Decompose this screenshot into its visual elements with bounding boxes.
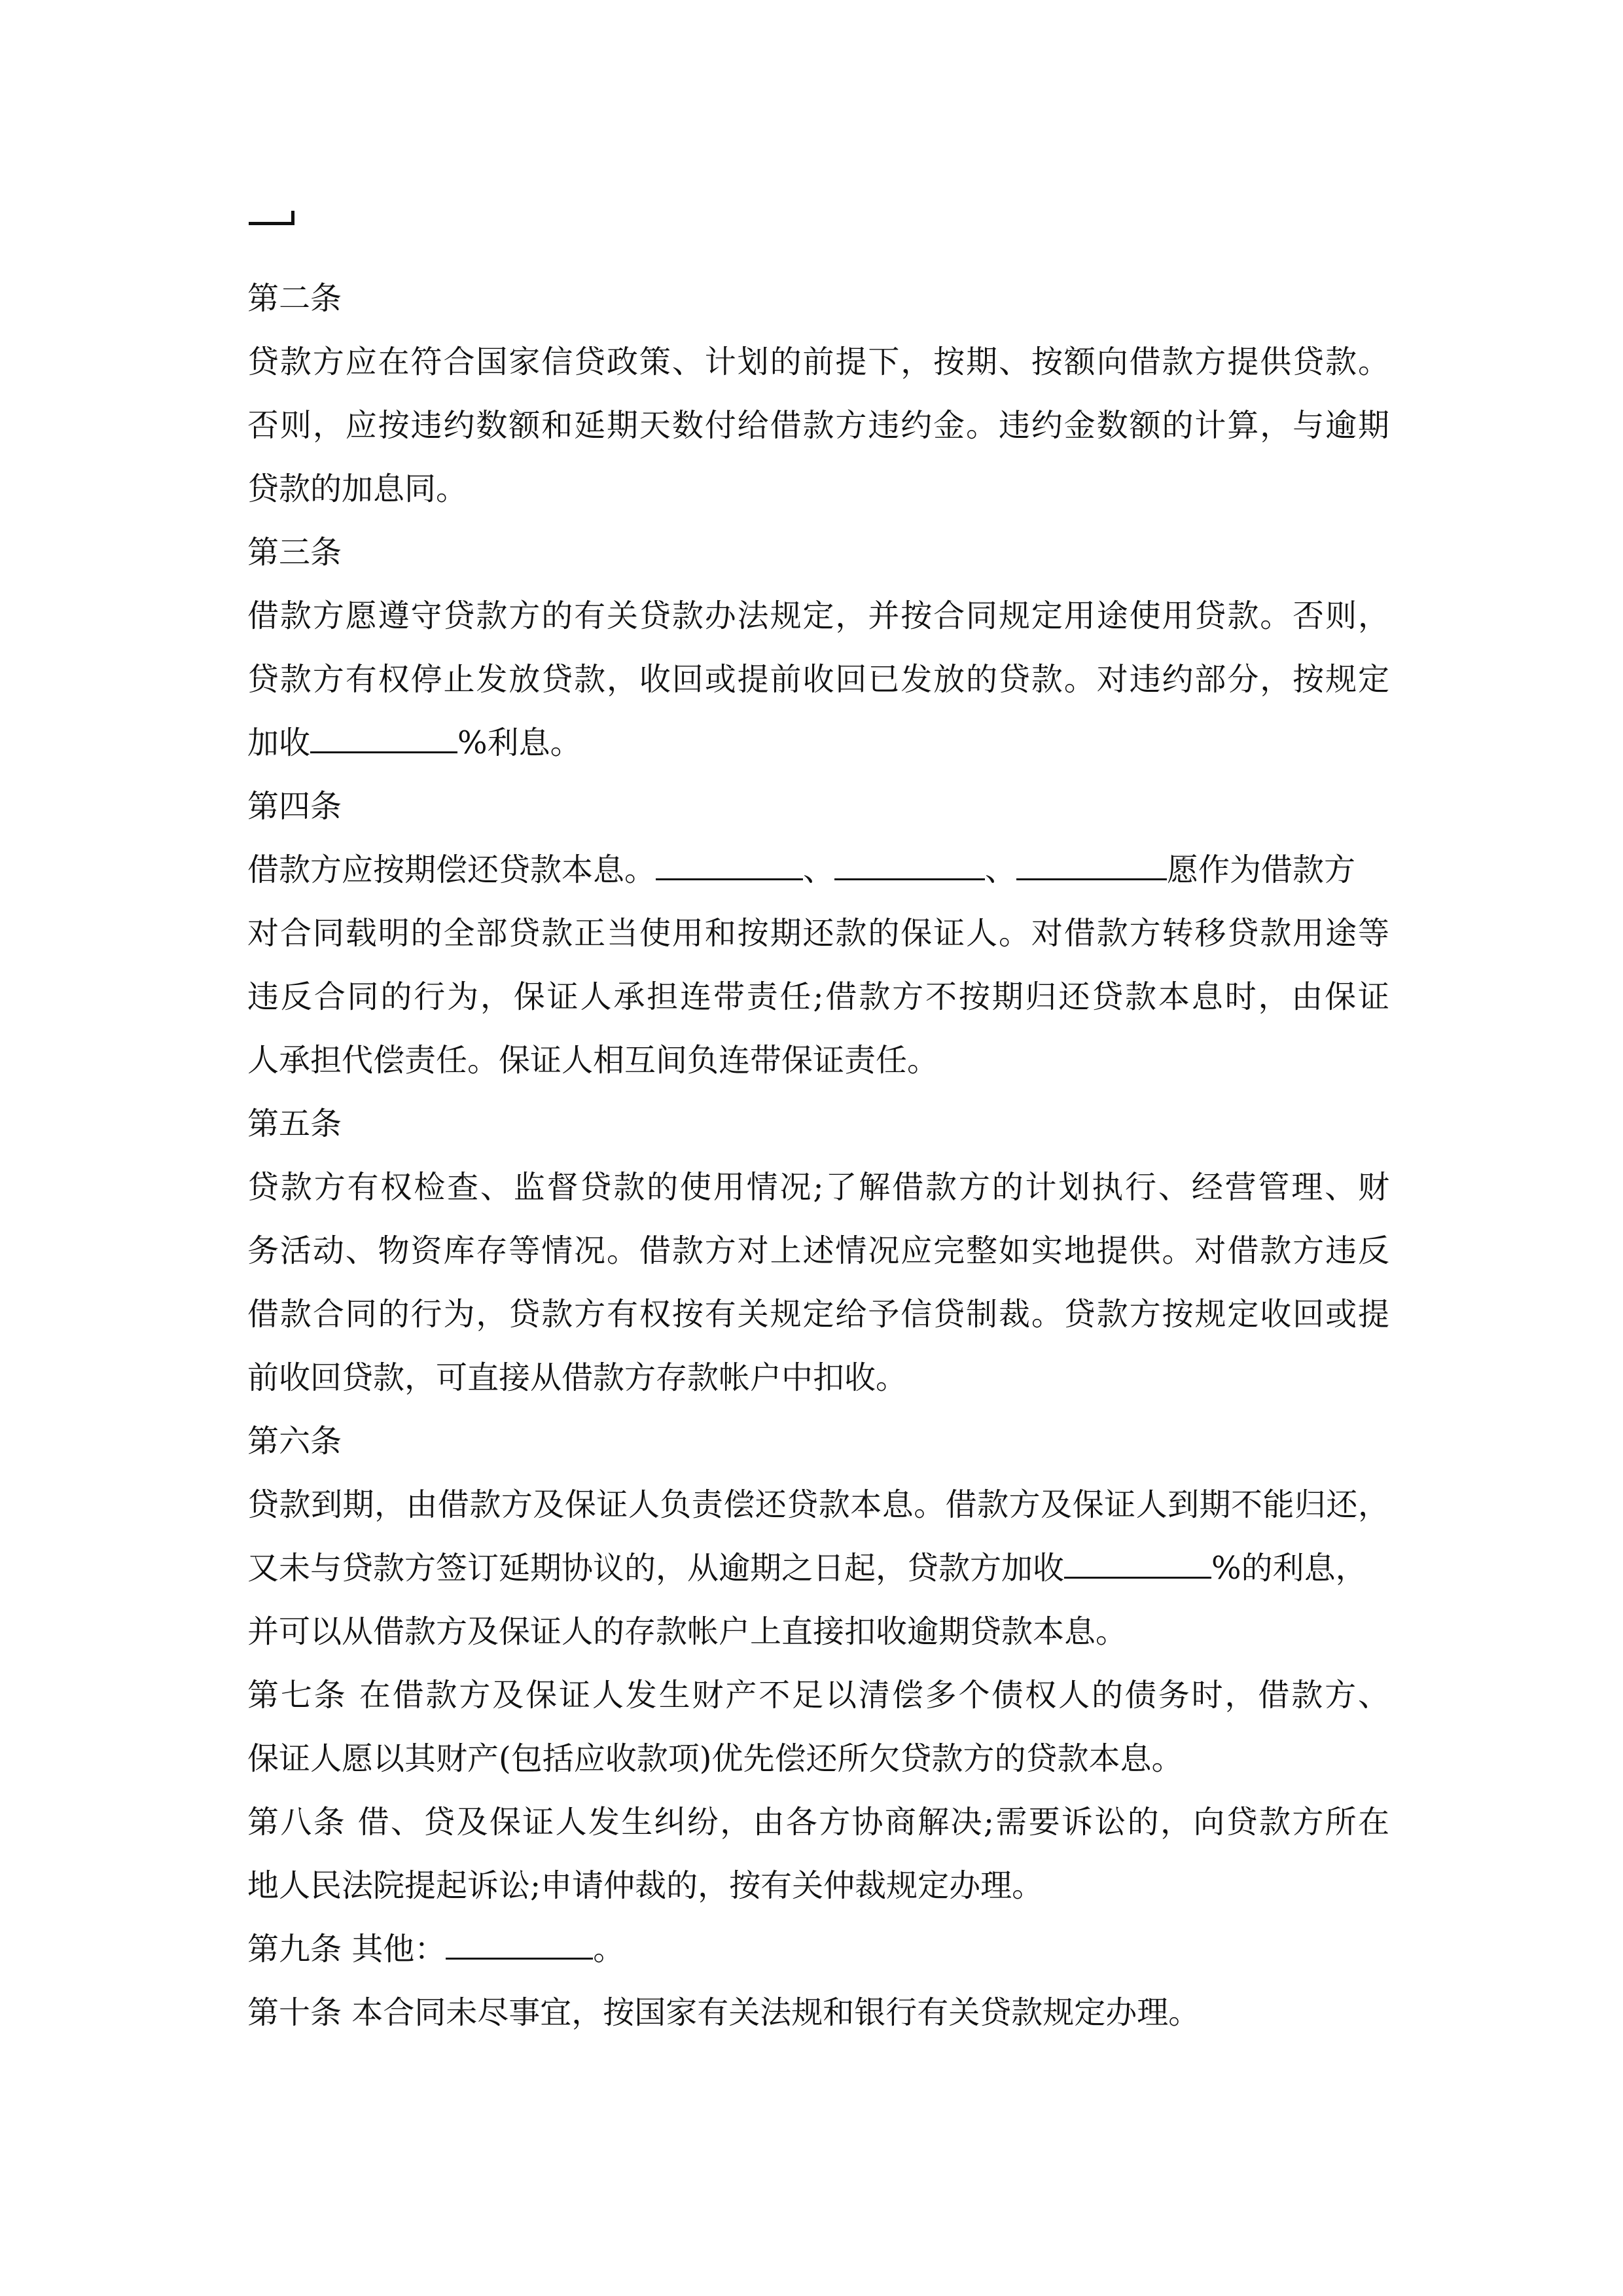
article-5-text-line-4: 前收回贷款，可直接从借款方存款帐户中扣收。 — [247, 1359, 908, 1396]
document-body — [247, 267, 1389, 2045]
article-5-text-line-2: 务活动、物资库存等情况。借款方对上述情况应完整如实地提供。对借款方违反 — [247, 1232, 1389, 1269]
blank-field — [834, 840, 985, 880]
article-7-line-1: 第七条 在借款方及保证人发生财产不足以清偿多个债权人的债务时，借款方、 — [247, 1677, 1389, 1713]
article-8-line-2: 地人民法院提起诉讼;申请仲裁的，按有关仲裁规定办理。 — [247, 1867, 1044, 1904]
article-4-text-line-1 — [247, 838, 1389, 902]
article-4-text-line-2: 对合同载明的全部贷款正当使用和按期还款的保证人。对借款方转移贷款用途等 — [247, 915, 1389, 952]
text-fragment: 加收 — [247, 725, 311, 761]
article-9-line — [247, 1918, 1389, 1981]
article-6-heading: 第六条 — [247, 1423, 342, 1460]
text-fragment: 愿作为借款方 — [1167, 852, 1356, 888]
corner-mark — [249, 211, 294, 225]
text-fragment: 第九条 其他： — [247, 1931, 446, 1967]
text-fragment: %的利息， — [1211, 1550, 1367, 1587]
text-fragment: 。 — [593, 1931, 625, 1967]
article-3-text-line-2: 贷款方有权停止发放贷款，收回或提前收回已发放的贷款。对违约部分，按规定 — [247, 661, 1389, 698]
article-6-text-line-3: 并可以从借款方及保证人的存款帐户上直接扣收逾期贷款本息。 — [247, 1613, 1128, 1650]
article-5-heading: 第五条 — [247, 1105, 342, 1142]
text-fragment: 借款方应按期偿还贷款本息。 — [247, 852, 656, 888]
blank-field — [656, 840, 803, 880]
article-8-line-1: 第八条 借、贷及保证人发生纠纷，由各方协商解决;需要诉讼的，向贷款方所在 — [247, 1804, 1389, 1840]
article-6-text-line-2 — [247, 1537, 1389, 1600]
article-3-text-line-1: 借款方愿遵守贷款方的有关贷款办法规定，并按合同规定用途使用贷款。否则， — [247, 598, 1389, 634]
text-fragment: 、 — [985, 852, 1017, 888]
article-2-text-line-1: 贷款方应在符合国家信贷政策、计划的前提下，按期、按额向借款方提供贷款。 — [247, 344, 1389, 380]
article-4-text-line-4: 人承担代偿责任。保证人相互间负连带保证责任。 — [247, 1042, 939, 1079]
article-2-text-line-3: 贷款的加息同。 — [247, 471, 468, 507]
text-fragment: 、 — [803, 852, 835, 888]
article-2-text-line-2: 否则，应按违约数额和延期天数付给借款方违约金。违约金数额的计算，与逾期 — [247, 407, 1389, 444]
article-4-text-line-3: 违反合同的行为，保证人承担连带责任;借款方不按期归还贷款本息时，由保证 — [247, 978, 1389, 1015]
article-7-line-2: 保证人愿以其财产(包括应收款项)优先偿还所欠贷款方的贷款本息。 — [247, 1740, 1183, 1777]
blank-field — [310, 713, 457, 753]
text-fragment: 又未与贷款方签订延期协议的，从逾期之日起，贷款方加收 — [247, 1550, 1065, 1587]
blank-field — [1016, 840, 1167, 880]
blank-field — [1064, 1539, 1211, 1579]
article-3-heading: 第三条 — [247, 534, 342, 571]
article-5-text-line-3: 借款合同的行为，贷款方有权按有关规定给予信贷制裁。贷款方按规定收回或提 — [247, 1296, 1389, 1333]
article-5-text-line-1: 贷款方有权检查、监督贷款的使用情况;了解借款方的计划执行、经营管理、财 — [247, 1169, 1389, 1206]
article-4-heading: 第四条 — [247, 788, 342, 825]
article-3-text-line-3 — [247, 711, 1389, 775]
article-6-text-line-1: 贷款到期，由借款方及保证人负责偿还贷款本息。借款方及保证人到期不能归还， — [247, 1486, 1389, 1523]
article-10-line: 第十条 本合同未尽事宜，按国家有关法规和银行有关贷款规定办理。 — [247, 1994, 1200, 2031]
blank-field — [446, 1920, 593, 1960]
text-fragment: %利息。 — [457, 725, 582, 761]
article-2-heading: 第二条 — [247, 280, 342, 317]
